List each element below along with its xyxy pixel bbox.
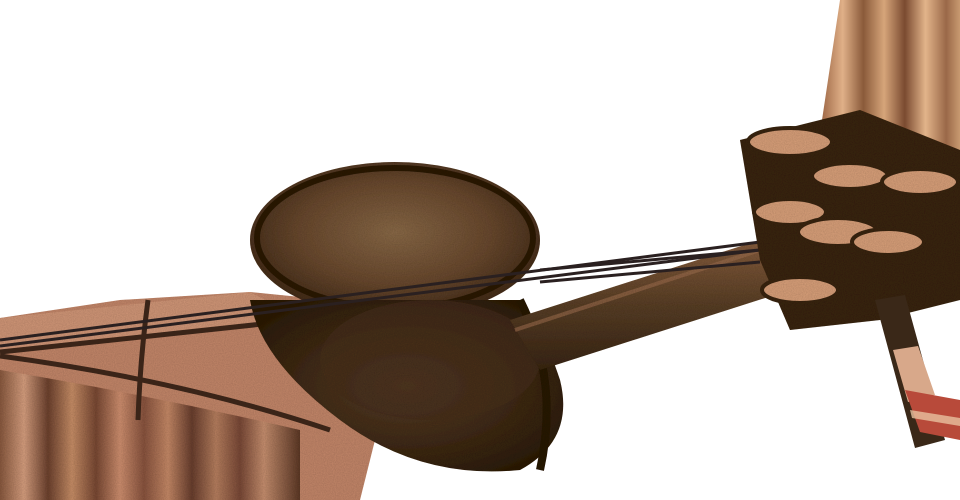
tuning-peg xyxy=(852,229,924,255)
tuning-peg xyxy=(762,277,838,303)
peg-head xyxy=(740,110,960,330)
tuning-peg xyxy=(748,128,832,156)
tuning-peg xyxy=(882,169,958,195)
tuning-peg xyxy=(812,163,888,189)
